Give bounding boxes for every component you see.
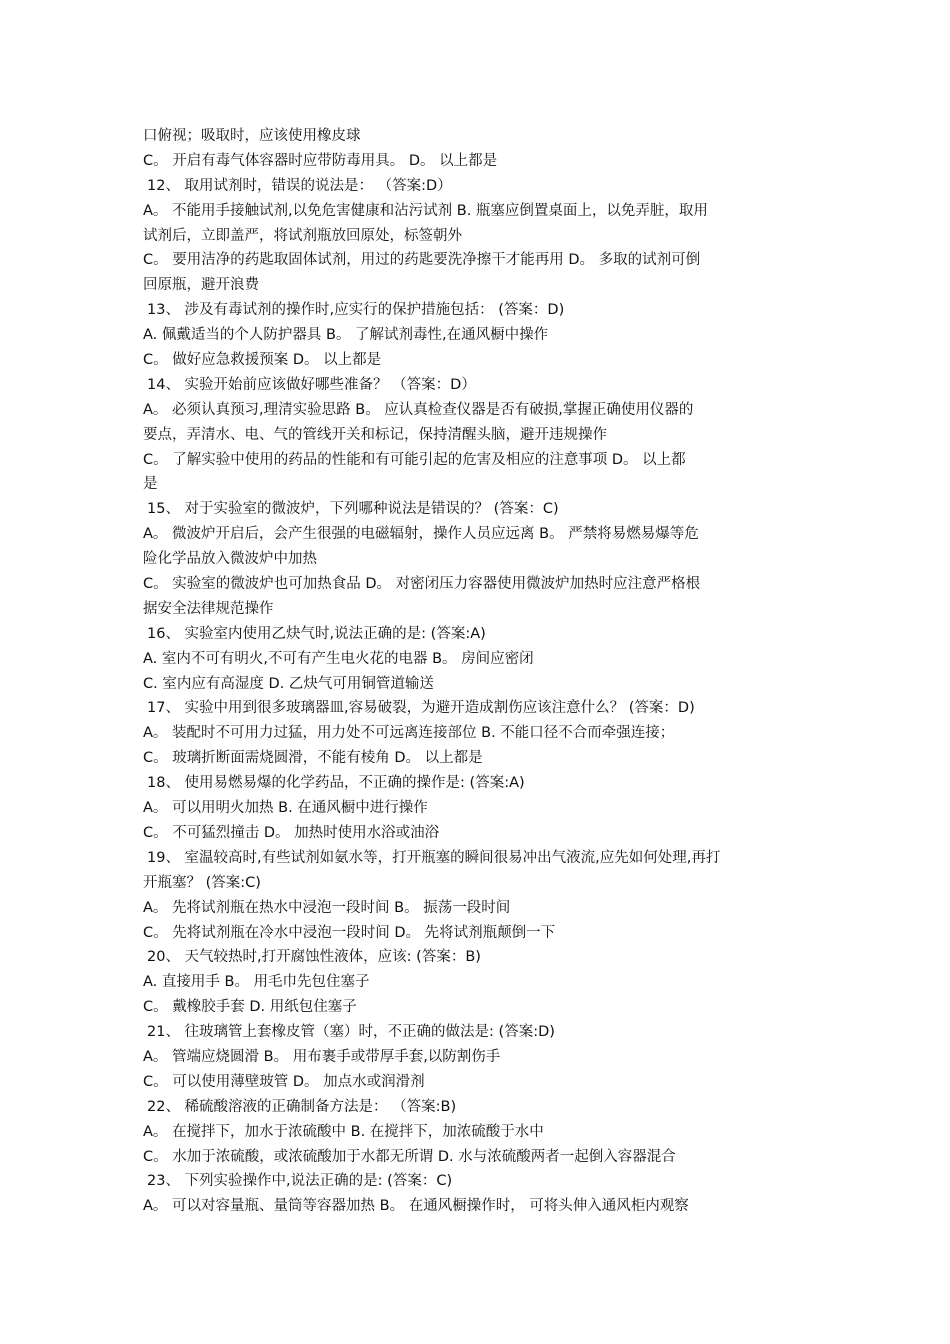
question-21: 21、 往玻璃管上套橡皮管（塞）时，不正确的做法是: (答案:D) [147,1024,555,1041]
option-line: C。 做好应急救援预案 D。 以上都是 [143,352,382,369]
question-23: 23、 下列实验操作中,说法正确的是: (答案：C) [147,1173,453,1190]
option-line: A。 可以对容量瓶、量筒等容器加热 B。 在通风橱操作时， 可将头伸入通风柜内观察 [143,1198,689,1215]
option-line: A。 在搅拌下，加水于浓硫酸中 B. 在搅拌下，加浓硫酸于水中 [143,1123,544,1140]
question-15: 15、 对于实验室的微波炉，下列哪种说法是错误的？ (答案：C) [147,501,559,518]
option-line: C. 室内应有高湿度 D. 乙炔气可用铜管道输送 [143,675,434,692]
question-22: 22、 稀硫酸溶液的正确制备方法是： （答案:B) [147,1098,457,1115]
question-17: 17、 实验中用到很多玻璃器皿,容易破裂，为避开造成割伤应该注意什么？ (答案：D) [147,700,695,717]
option-line: A。 管端应烧圆滑 B。 用布裹手或带厚手套,以防割伤手 [143,1048,501,1065]
option-line: A. 佩戴适当的个人防护器具 B。 了解试剂毒性,在通风橱中操作 [143,327,549,344]
option-line: C。 了解实验中使用的药品的性能和有可能引起的危害及相应的注意事项 D。 以上都 [143,451,686,468]
option-line: A。 先将试剂瓶在热水中浸泡一段时间 B。 振荡一段时间 [143,899,511,916]
option-line: 是 [143,476,158,493]
option-line: C。 不可猛烈撞击 D。 加热时使用水浴或油浴 [143,824,440,841]
option-line: 据安全法律规范操作 [143,600,274,617]
option-line: A。 装配时不可用力过猛，用力处不可远离连接部位 B. 不能口径不合而牵强连接； [143,725,675,742]
option-line: A. 直接用手 B。 用毛巾先包住塞子 [143,974,370,991]
option-line: 要点，弄清水、电、气的管线开关和标记，保持清醒头脑，避开违规操作 [143,426,607,443]
option-line: C。 先将试剂瓶在冷水中浸泡一段时间 D。 先将试剂瓶颠倒一下 [143,924,556,941]
option-line: 险化学品放入微波炉中加热 [143,551,317,568]
question-20: 20、 天气较热时,打开腐蚀性液体，应该: (答案：B) [147,949,481,966]
option-line: C。 开启有毒气体容器时应带防毒用具。 D。 以上都是 [143,152,498,169]
question-14: 14、 实验开始前应该做好哪些准备？ （答案：D） [147,376,476,393]
option-line: C。 水加于浓硫酸，或浓硫酸加于水都无所谓 D. 水与浓硫酸两者一起倒入容器混合 [143,1148,676,1165]
option-line: C。 戴橡胶手套 D. 用纸包住塞子 [143,999,357,1016]
question-12: 12、 取用试剂时，错误的说法是： （答案:D） [147,177,452,194]
option-line: C。 实验室的微波炉也可加热食品 D。 对密闭压力容器使用微波炉加热时应注意严格根 [143,576,701,593]
option-line: 试剂后，立即盖严，将试剂瓶放回原处，标签朝外 [143,227,462,244]
question-18: 18、 使用易燃易爆的化学药品，不正确的操作是: (答案:A) [147,775,525,792]
option-line: A. 室内不可有明火,不可有产生电火花的电器 B。 房间应密闭 [143,650,534,667]
option-line: A。 不能用手接触试剂,以免危害健康和沾污试剂 B. 瓶塞应倒置桌面上，以免弄脏，取用 [143,202,708,219]
question-19: 19、 室温较高时,有些试剂如氨水等，打开瓶塞的瞬间很易冲出气液流,应先如何处理,再打 [147,849,721,866]
option-line: A。 微波炉开启后，会产生很强的电磁辐射，操作人员应远离 B。 严禁将易燃易爆等危 [143,526,699,543]
option-line: C。 玻璃折断面需烧圆滑，不能有棱角 D。 以上都是 [143,750,483,767]
option-line: 回原瓶，避开浪费 [143,277,259,294]
option-line: C。 要用洁净的药匙取固体试剂，用过的药匙要洗净擦干才能再用 D。 多取的试剂可倒 [143,252,701,269]
option-line: A。 可以用明火加热 B. 在通风橱中进行操作 [143,800,428,817]
page-text [143,124,808,1219]
option-line: C。 可以使用薄壁玻管 D。 加点水或润滑剂 [143,1073,425,1090]
option-line: A。 必须认真预习,理清实验思路 B。 应认真检查仪器是否有破损,掌握正确使用仪器的 [143,401,694,418]
question-13: 13、 涉及有毒试剂的操作时,应实行的保护措施包括： (答案：D) [147,302,565,319]
text-line: 口俯视；吸取时，应该使用橡皮球 [143,128,361,144]
option-line: 开瓶塞？ (答案:C) [143,874,261,891]
question-16: 16、 实验室内使用乙炔气时,说法正确的是: (答案:A) [147,625,486,642]
